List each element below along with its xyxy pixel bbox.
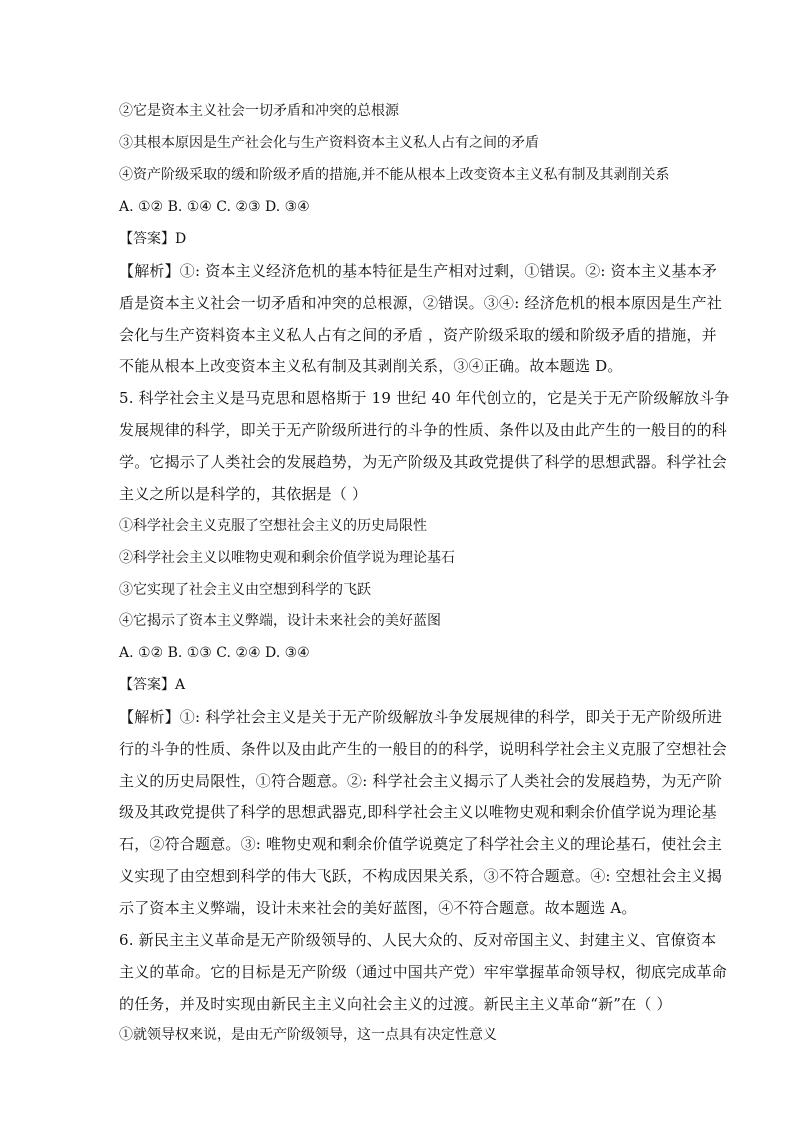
choices-line: A. ①② B. ①③ C. ②④ D. ③④ — [119, 645, 310, 661]
question-5-line: 发展规律的科学，即关于无产阶级所进行的斗争的性质、条件以及由此产生的一般目的的科 — [119, 421, 728, 439]
question-5-line: 主义之所以是科学的，其依据是（ ） — [119, 485, 368, 503]
analysis-line: 义实现了由空想到科学的伟大飞跃，不构成因果关系，③不符合题意。④: 空想社会主义揭 — [119, 867, 723, 885]
option-1-line: ①科学社会主义克服了空想社会主义的历史局限性 — [119, 518, 427, 534]
analysis-line: 【解析】①: 科学社会主义是关于无产阶级解放斗争发展规律的科学，即关于无产阶级所进 — [119, 708, 723, 726]
option-2-line: ②它是资本主义社会一切矛盾和冲突的总根源 — [119, 103, 399, 119]
question-5-line: 学。它揭示了人类社会的发展趋势，为无产阶级及其政党提供了科学的思想武器。科学社会 — [119, 453, 728, 471]
analysis-line: 级及其政党提供了科学的思想武器克,即科学社会主义以唯物史观和剩余价值学说为理论基 — [119, 803, 717, 821]
question-6-line: 主义的革命。它的目标是无产阶级（通过中国共产党）牢牢掌握革命领导权，彻底完成革命 — [119, 963, 728, 981]
choices-line: A. ①② B. ①④ C. ②③ D. ③④ — [119, 199, 310, 215]
question-6-line: 的任务，并及时实现由新民主主义向社会主义的过渡。新民主主义革命“新”在（ ） — [119, 995, 672, 1013]
answer-line: 【答案】D — [119, 231, 187, 247]
question-5-line: 5. 科学社会主义是马克思和恩格斯于 19 世纪 40 年代创立的，它是关于无产阶级解放斗争 — [119, 389, 730, 407]
question-6-line: 6. 新民主主义革命是无产阶级领导的、人民大众的、反对帝国主义、封建主义、官僚资本 — [119, 931, 717, 949]
option-1-line: ①就领导权来说，是由无产阶级领导，这一点具有决定性意义 — [119, 1027, 497, 1043]
analysis-line: 会化与生产资料资本主义私人占有之间的矛盾 ，资产阶级采取的缓和阶级矛盾的措施，并 — [119, 326, 717, 344]
option-3-line: ③其根本原因是生产社会化与生产资料资本主义私人占有之间的矛盾 — [119, 135, 539, 151]
analysis-line: 主义的历史局限性，①符合题意。②: 科学社会主义揭示了人类社会的发展趋势，为无产阶 — [119, 772, 723, 790]
analysis-line: 行的斗争的性质、条件以及由此产生的一般目的的科学，说明科学社会主义克服了空想社会 — [119, 740, 728, 758]
analysis-line: 示了资本主义弊端，设计未来社会的美好蓝图，④不符合题意。故本题选 A。 — [119, 899, 637, 917]
option-4-line: ④它揭示了资本主义弊端，设计未来社会的美好蓝图 — [119, 613, 441, 629]
option-2-line: ②科学社会主义以唯物史观和剩余价值学说为理论基石 — [119, 550, 455, 566]
option-3-line: ③它实现了社会主义由空想到科学的飞跃 — [119, 582, 371, 598]
analysis-line: 盾是资本主义社会一切矛盾和冲突的总根源，②错误。③④: 经济危机的根本原因是生产社 — [119, 294, 723, 312]
answer-line: 【答案】A — [119, 677, 186, 693]
analysis-line: 【解析】①: 资本主义经济危机的基本特征是生产相对过剩，①错误。②: 资本主义基本矛 — [119, 262, 718, 280]
option-4-line: ④资产阶级采取的缓和阶级矛盾的措施,并不能从根本上改变资本主义私有制及其剥削关系 — [119, 167, 670, 183]
analysis-line: 不能从根本上改变资本主义私有制及其剥削关系，③④正确。故本题选 D。 — [119, 357, 623, 375]
analysis-line: 石，②符合题意。③: 唯物史观和剩余价值学说奠定了科学社会主义的理论基石，使社会主 — [119, 835, 723, 853]
